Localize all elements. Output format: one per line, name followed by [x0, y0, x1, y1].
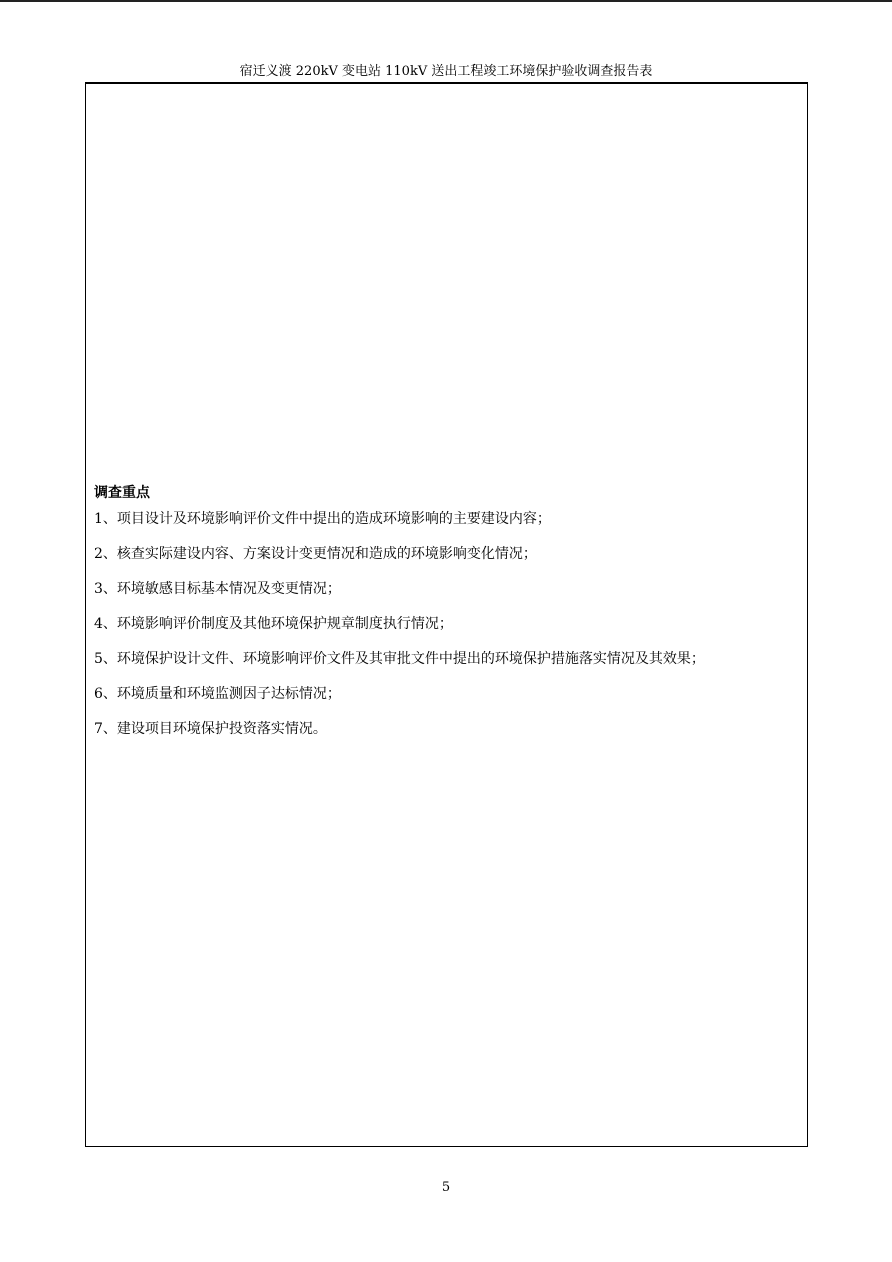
list-item: 3、环境敏感目标基本情况及变更情况； — [94, 581, 341, 597]
section-title: 调查重点 — [94, 485, 150, 501]
survey-focus-section — [94, 483, 799, 754]
page-number: 5 — [441, 1180, 451, 1195]
list-item: 1、项目设计及环境影响评价文件中提出的造成环境影响的主要建设内容； — [94, 511, 551, 527]
list-item: 2、核查实际建设内容、方案设计变更情况和造成的环境影响变化情况； — [94, 546, 537, 562]
list-item: 6、环境质量和环境监测因子达标情况； — [94, 686, 341, 702]
list-item: 5、环境保护设计文件、环境影响评价文件及其审批文件中提出的环境保护措施落实情况及其效果； — [94, 651, 705, 667]
page-header-title: 宿迁义渡 220kV 变电站 110kV 送出工程竣工环境保护验收调查报告表 — [239, 64, 653, 79]
list-item: 7、建设项目环境保护投资落实情况。 — [94, 721, 327, 737]
top-border-line — [0, 0, 892, 2]
list-item: 4、环境影响评价制度及其他环境保护规章制度执行情况； — [94, 616, 453, 632]
